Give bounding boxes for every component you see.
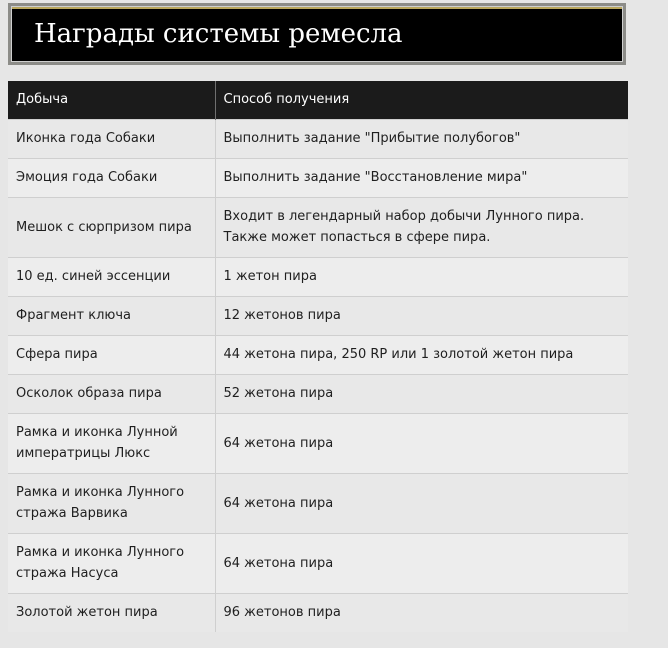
- table-row: [8, 119, 628, 158]
- table-row: [8, 473, 628, 533]
- loot-cell: Рамка и иконка Лунной императрицы Люкс: [8, 413, 215, 473]
- table-row: [8, 197, 628, 257]
- method-cell: 64 жетона пира: [215, 533, 628, 593]
- loot-cell: 10 ед. синей эссенции: [8, 257, 215, 296]
- rewards-table: [8, 81, 628, 632]
- table-row: [8, 296, 628, 335]
- method-cell: 96 жетонов пира: [215, 593, 628, 632]
- table-row: [8, 413, 628, 473]
- section-title: Награды системы ремесла: [34, 19, 403, 49]
- section-heading: [11, 6, 623, 62]
- section-heading-frame: [8, 3, 626, 65]
- method-cell: 44 жетона пира, 250 RP или 1 золотой жетон пира: [215, 335, 628, 374]
- table-row: [8, 593, 628, 632]
- method-column-header: Способ получения: [215, 81, 628, 119]
- method-cell: 52 жетона пира: [215, 374, 628, 413]
- table-row: [8, 158, 628, 197]
- method-cell: Выполнить задание "Прибытие полубогов": [215, 119, 628, 158]
- loot-cell: Рамка и иконка Лунного стража Варвика: [8, 473, 215, 533]
- table-row: [8, 533, 628, 593]
- method-cell: 12 жетонов пира: [215, 296, 628, 335]
- loot-cell: Мешок с сюрпризом пира: [8, 197, 215, 257]
- loot-cell: Иконка года Собаки: [8, 119, 215, 158]
- method-cell: 64 жетона пира: [215, 473, 628, 533]
- loot-cell: Рамка и иконка Лунного стража Насуса: [8, 533, 215, 593]
- loot-cell: Сфера пира: [8, 335, 215, 374]
- loot-column-header: Добыча: [8, 81, 215, 119]
- loot-cell: Осколок образа пира: [8, 374, 215, 413]
- method-cell: 64 жетона пира: [215, 413, 628, 473]
- method-cell: Выполнить задание "Восстановление мира": [215, 158, 628, 197]
- loot-cell: Эмоция года Собаки: [8, 158, 215, 197]
- table-row: [8, 335, 628, 374]
- method-cell: Входит в легендарный набор добычи Лунного пира. Также может попасться в сфере пира.: [215, 197, 628, 257]
- table-header-row: [8, 81, 628, 119]
- loot-cell: Золотой жетон пира: [8, 593, 215, 632]
- table-row: [8, 374, 628, 413]
- loot-cell: Фрагмент ключа: [8, 296, 215, 335]
- method-cell: 1 жетон пира: [215, 257, 628, 296]
- table-row: [8, 257, 628, 296]
